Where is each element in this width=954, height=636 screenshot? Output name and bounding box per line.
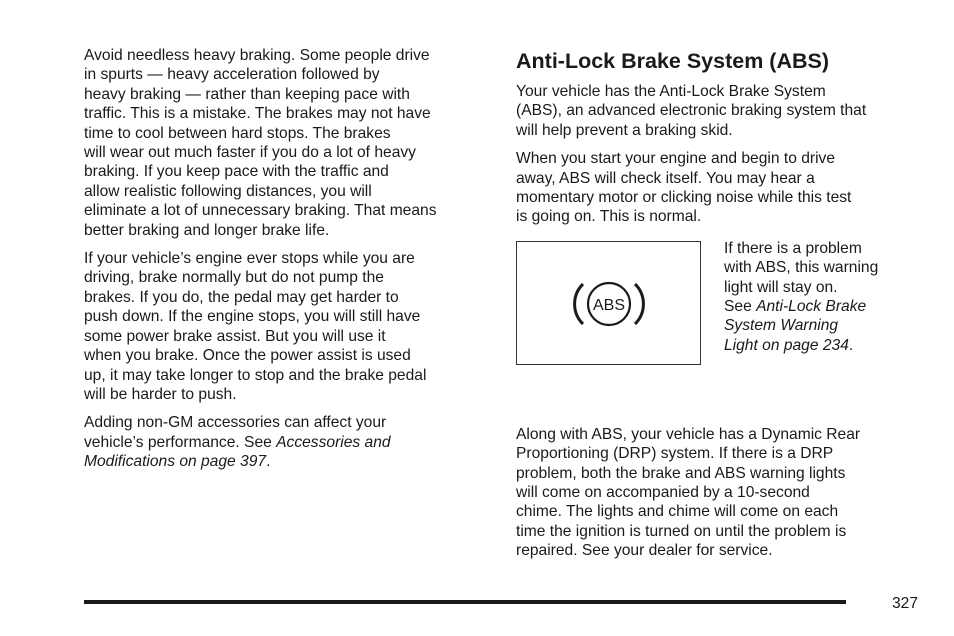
- page-number: 327: [891, 595, 918, 612]
- text-line: brakes. If you do, the pedal may get harder to: [84, 288, 399, 306]
- text-line: [724, 297, 924, 316]
- text-line: light will stay on.: [724, 278, 838, 296]
- text-line: driving, brake normally but do not pump the: [84, 269, 384, 287]
- text-line: time the ignition is turned on until the problem is: [516, 522, 847, 540]
- abs-intro-paragraph: [516, 82, 926, 140]
- text-line: (ABS), an advanced electronic braking system that: [516, 102, 867, 120]
- text-line: momentary motor or clicking noise while this test: [516, 189, 852, 207]
- text-line: [84, 452, 494, 471]
- text-line: Along with ABS, your vehicle has a Dynamic Rear: [516, 425, 861, 443]
- text-line: If your vehicle’s engine ever stops while you are: [84, 250, 415, 268]
- text-line: When you start your engine and begin to drive: [516, 150, 836, 168]
- text-line: eliminate a lot of unnecessary braking. That means: [84, 202, 437, 220]
- text-line: with ABS, this warning: [724, 259, 879, 277]
- text-line: [724, 316, 924, 335]
- text-line: braking. If you keep pace with the traffic and: [84, 163, 389, 181]
- text-line: If there is a problem: [724, 239, 862, 257]
- footer-rule: [84, 600, 846, 604]
- figure-caption: [724, 239, 924, 355]
- abs-warning-reference-link[interactable]: Light on page 234: [724, 336, 849, 354]
- text-line: will be harder to push.: [84, 385, 237, 403]
- text-line: time to cool between hard stops. The brakes: [84, 124, 391, 142]
- text-line: Adding non-GM accessories can affect your: [84, 414, 387, 432]
- accessories-paragraph: [84, 413, 494, 471]
- text-line: Your vehicle has the Anti-Lock Brake System: [516, 83, 826, 100]
- text-line: will wear out much faster if you do a lot of heavy: [84, 144, 416, 162]
- braking-paragraph: [84, 46, 494, 240]
- abs-warning-reference-link[interactable]: System Warning: [724, 317, 839, 335]
- text-run: See: [724, 298, 757, 316]
- text-run: vehicle’s performance. See: [84, 433, 277, 451]
- text-line: away, ABS will check itself. You may hear a: [516, 169, 815, 187]
- abs-warning-light-icon: [573, 278, 645, 330]
- text-line: allow realistic following distances, you will: [84, 182, 372, 200]
- accessories-reference-link[interactable]: Accessories and: [276, 433, 391, 451]
- section-heading: Anti-Lock Brake System (ABS): [516, 49, 830, 73]
- text-line: will help prevent a braking skid.: [516, 121, 733, 139]
- text-line: heavy braking — rather than keeping pace with: [84, 85, 410, 103]
- drp-paragraph: [516, 425, 926, 561]
- text-line: push down. If the engine stops, you will still have: [84, 308, 421, 326]
- text-line: Proportioning (DRP) system. If there is a DRP: [516, 445, 834, 463]
- text-line: is going on. This is normal.: [516, 208, 702, 226]
- text-line: Avoid needless heavy braking. Some people drive: [84, 47, 430, 64]
- text-line: will come on accompanied by a 10-second: [516, 484, 810, 502]
- abs-warning-figure: [516, 239, 926, 389]
- right-column: [516, 46, 926, 570]
- accessories-reference-link[interactable]: Modifications on page 397: [84, 453, 267, 471]
- text-line: traffic. This is a mistake. The brakes may not have: [84, 105, 431, 123]
- text-line: up, it may take longer to stop and the brake pedal: [84, 366, 427, 384]
- text-run: .: [848, 336, 854, 354]
- abs-warning-light-illustration: [516, 241, 701, 365]
- text-line: repaired. See your dealer for service.: [516, 542, 773, 560]
- abs-icon-label: ABS: [592, 296, 626, 314]
- text-run: .: [266, 453, 271, 471]
- text-line: [724, 336, 924, 355]
- text-line: some power brake assist. But you will use it: [84, 327, 386, 345]
- text-line: in spurts — heavy acceleration followed by: [84, 66, 380, 84]
- text-line: problem, both the brake and ABS warning lights: [516, 464, 846, 482]
- engine-stop-paragraph: [84, 249, 494, 404]
- text-line: chime. The lights and chime will come on each: [516, 503, 839, 521]
- abs-self-check-paragraph: [516, 149, 926, 227]
- text-line: better braking and longer brake life.: [84, 221, 330, 239]
- text-line: when you brake. Once the power assist is used: [84, 347, 411, 365]
- text-line: [84, 433, 494, 452]
- abs-warning-reference-link[interactable]: Anti-Lock Brake: [756, 298, 867, 316]
- left-column: [84, 46, 494, 481]
